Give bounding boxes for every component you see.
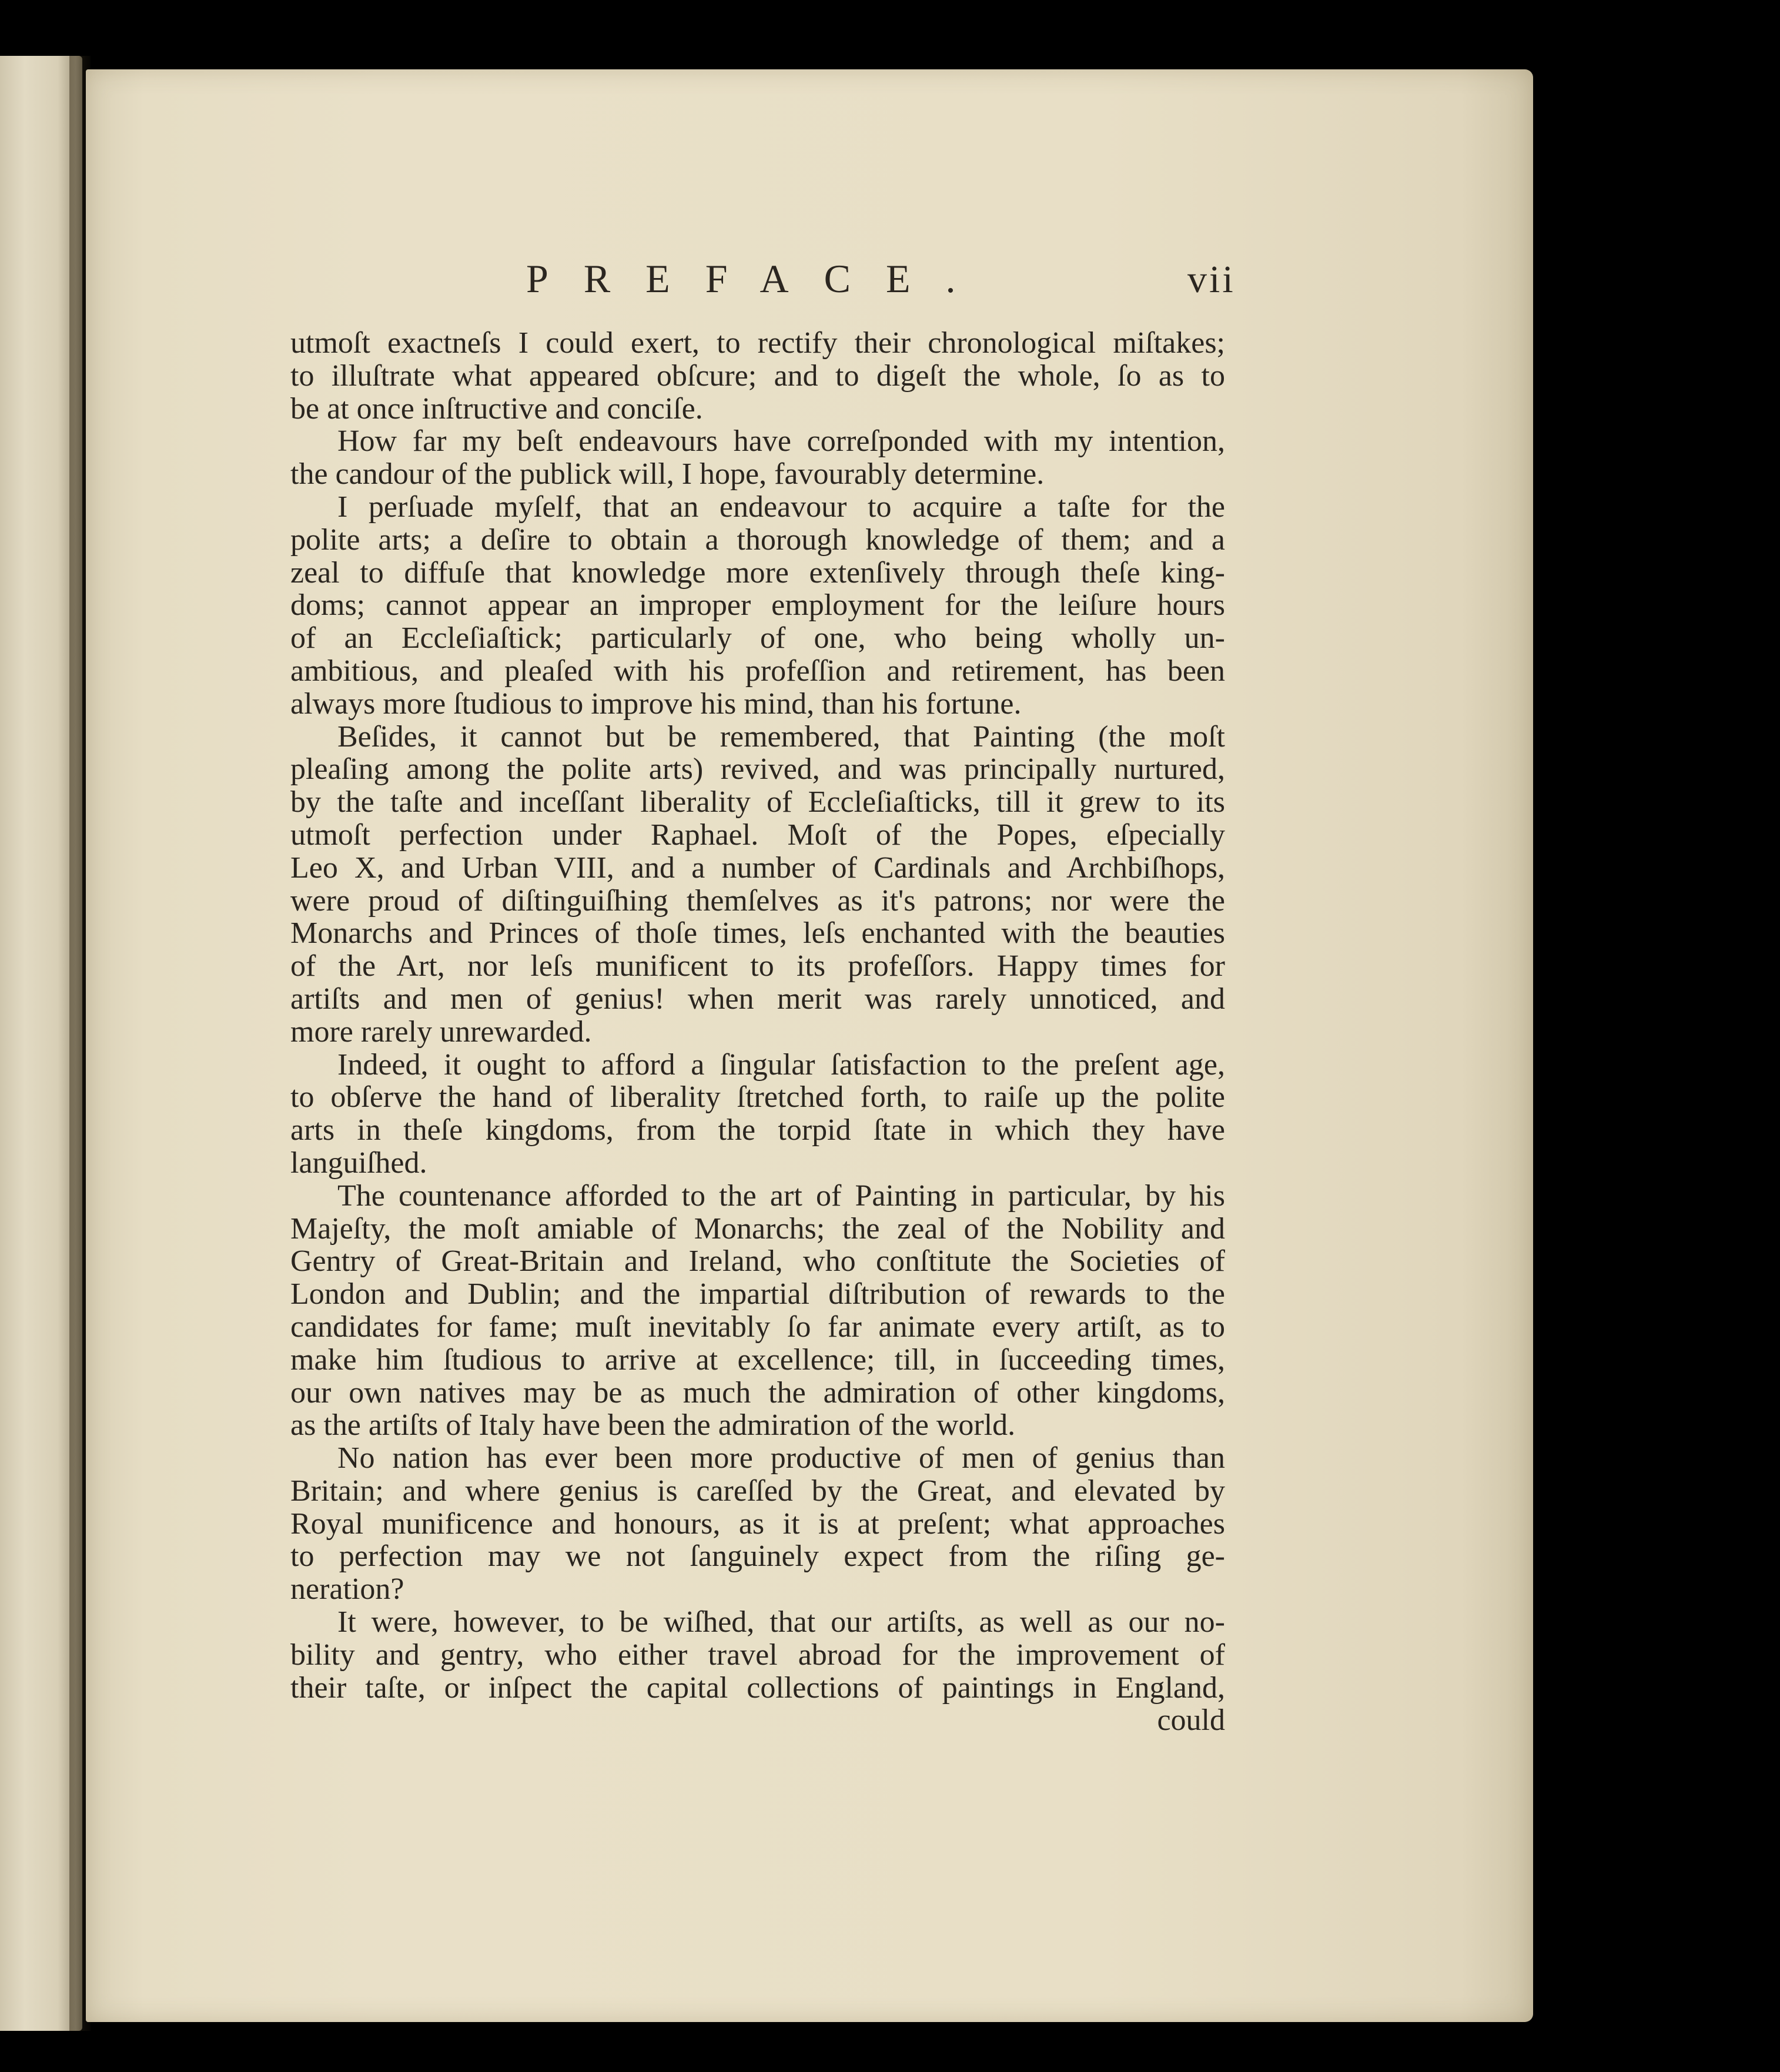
text-line: How far my beſt endeavours have correſponded with my intention, [337, 425, 1225, 458]
text-line: London and Dublin; and the impartial diſtribution of rewards to the [290, 1278, 1225, 1311]
text-line: utmoſt exactneſs I could exert, to rectify their chronological miſtakes; [290, 327, 1225, 360]
text-line: the candour of the publick will, I hope, favourably determine. [290, 458, 1045, 491]
text-line: languiſhed. [290, 1146, 427, 1180]
text-line: as the artiſts of Italy have been the admiration of the world. [290, 1409, 1016, 1442]
text-line: Britain; and where genius is careſſed by the Great, and elevated by [290, 1474, 1225, 1508]
text-line: It were, however, to be wiſhed, that our artiſts, as well as our no- [337, 1606, 1225, 1639]
text-line: to perfection may we not ſanguinely expect from the riſing ge- [290, 1540, 1225, 1574]
text-line: by the taſte and inceſſant liberality of Eccleſiaſticks, till it grew to its [290, 786, 1225, 819]
text-line: our own natives may be as much the admiration of other kingdoms, [290, 1376, 1225, 1410]
text-line: more rarely unrewarded. [290, 1015, 592, 1049]
text-line: Majeſty, the moſt amiable of Monarchs; the zeal of the Nobility and [290, 1212, 1225, 1246]
text-line: pleaſing among the polite arts) revived, and was principally nurtured, [290, 753, 1225, 786]
text-line: Royal munificence and honours, as it is at preſent; what approaches [290, 1507, 1225, 1541]
text-line: No nation has ever been more productive of men of genius than [337, 1442, 1225, 1475]
text-line: make him ſtudious to arrive at excellence; till, in ſucceeding times, [290, 1343, 1225, 1377]
body-text [290, 327, 1225, 1737]
text-line: were proud of diſtinguiſhing themſelves as it's patrons; nor were the [290, 884, 1225, 918]
text-line: candidates for fame; muſt inevitably ſo far animate every artiſt, as to [290, 1310, 1225, 1344]
text-line: neration? [290, 1573, 404, 1606]
text-line: ambitious, and pleaſed with his profeſſion and retirement, has been [290, 654, 1225, 688]
text-line: polite arts; a deſire to obtain a thorough knowledge of them; and a [290, 523, 1225, 557]
text-line: always more ſtudious to improve his mind, than his fortune. [290, 687, 1022, 721]
text-line: be at once inſtructive and conciſe. [290, 392, 703, 426]
text-line: utmoſt perfection under Raphael. Moſt of the Popes, eſpecially [290, 818, 1225, 852]
text-line: to obſerve the hand of liberality ſtretched forth, to raiſe up the polite [290, 1081, 1225, 1114]
text-line: of an Eccleſiaſtick; particularly of one, who being wholly un- [290, 622, 1225, 655]
text-line: doms; cannot appear an improper employment for the leiſure hours [290, 589, 1225, 622]
text-line: Indeed, it ought to afford a ſingular ſatisfaction to the preſent age, [337, 1048, 1225, 1082]
text-line: of the Art, nor leſs munificent to its profeſſors. Happy times for [290, 950, 1225, 983]
text-line: artiſts and men of genius! when merit was rarely unnoticed, and [290, 982, 1225, 1016]
text-line: I perſuade myſelf, that an endeavour to acquire a taſte for the [337, 490, 1225, 524]
text-line: Beſides, it cannot but be remembered, that Painting (the moſt [337, 720, 1225, 754]
catchword: could [1157, 1704, 1225, 1738]
text-line: their taſte, or inſpect the capital collections of paintings in England, [290, 1671, 1225, 1705]
text-line: bility and gentry, who either travel abroad for the improvement of [290, 1638, 1225, 1672]
text-line: zeal to diffuſe that knowledge more extenſively through theſe king- [290, 556, 1225, 590]
text-line: arts in theſe kingdoms, from the torpid ſtate in which they have [290, 1114, 1225, 1147]
text-line: Leo X, and Urban VIII, and a number of Cardinals and Archbiſhops, [290, 851, 1225, 885]
page-number: vii [1187, 258, 1236, 301]
text-line: Monarchs and Princes of thoſe times, leſs enchanted with the beauties [290, 917, 1225, 950]
text-line: Gentry of Great-Britain and Ireland, who conſtitute the Societies of [290, 1245, 1225, 1278]
text-line: The countenance afforded to the art of Painting in particular, by his [337, 1179, 1225, 1213]
text-line: to illuſtrate what appeared obſcure; and to digeſt the whole, ſo as to [290, 359, 1225, 393]
running-head-title: PREFACE. [526, 256, 991, 301]
